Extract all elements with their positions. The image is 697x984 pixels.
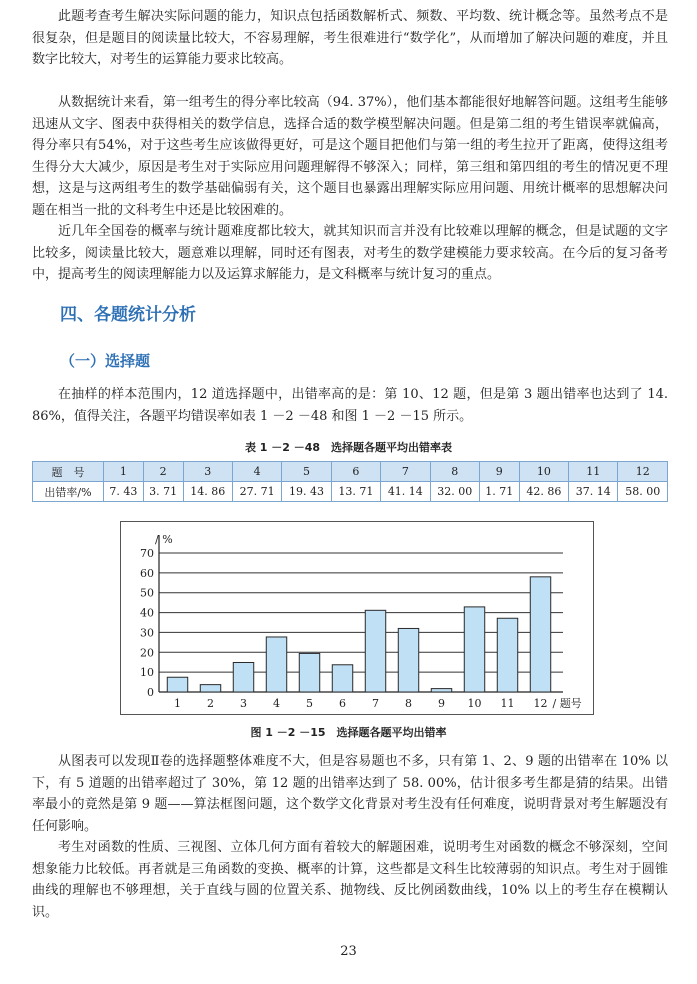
x-tick-label: 6 — [339, 697, 346, 710]
x-tick-label: 11 — [500, 697, 515, 710]
chart-caption: 图 1 －2 －15 选择题各题平均出错率 — [250, 726, 447, 739]
bar-q9 — [431, 689, 451, 692]
table-error-rate: 41. 14 — [381, 482, 430, 502]
table-error-rate: 14. 86 — [183, 482, 232, 502]
section-title: 四、各题统计分析 — [60, 305, 196, 325]
page-number: 23 — [340, 944, 357, 959]
table-question-number: 7 — [381, 462, 430, 482]
table-question-number: 10 — [519, 462, 568, 482]
x-axis-label: / 题号 — [552, 697, 582, 710]
bar-q8 — [398, 628, 418, 692]
x-tick-label: 2 — [207, 697, 214, 710]
table-error-rate: 37. 14 — [569, 482, 618, 502]
y-tick-label: 10 — [140, 666, 154, 680]
table-question-number: 8 — [430, 462, 479, 482]
x-tick-label: 5 — [306, 697, 313, 710]
x-tick-label: 12 — [533, 697, 548, 710]
table-error-rate: 27. 71 — [232, 482, 281, 502]
y-tick-label: 50 — [140, 586, 154, 600]
table-header-label: 题 号 — [33, 462, 104, 482]
table-data-row — [33, 482, 668, 502]
bar-q3 — [233, 662, 253, 692]
table-question-number: 6 — [331, 462, 380, 482]
table-error-rate: 58. 00 — [618, 482, 668, 502]
bar-q2 — [200, 685, 220, 692]
table-question-number: 3 — [183, 462, 232, 482]
bar-q7 — [365, 610, 385, 692]
bar-q10 — [464, 607, 484, 692]
bar-q4 — [266, 637, 286, 692]
y-tick-label: 20 — [140, 646, 154, 660]
y-tick-label: 70 — [140, 547, 154, 560]
bar-q6 — [332, 665, 352, 692]
paragraph-weak-points: 考生对函数的性质、三视图、立体几何方面有着较大的解题困难，说明考生对函数的概念不够深刻，空间想象能力比较低。再者就是三角函数的变换、概率的计算，这些都是文科生比较薄弱的知识点。考生对于圆锥曲线的理解也不够理想，关于直线与圆的位置关系、抛物线、反比例函数曲线，10% 以上的考生存在模糊认识。 — [32, 840, 668, 920]
x-tick-label: 8 — [405, 697, 412, 710]
paragraph-chart-findings: 从图表可以发现Ⅱ卷的选择题整体难度不大，但是容易题也不多，只有第 1、2、9 题的出错率在 10% 以下，有 5 道题的出错率超过了 30%，第 12 题的出错率达到了 58. 00%，估计很多考生都是猜的结果。出错率最小的竟然是第 9 题——算法框图问题，这个数学文化背景对考生没有任何难度，说明背景对考生解题没有任何影响。 — [32, 754, 668, 834]
paragraph-data-statistics: 从数据统计来看，第一组考生的得分率比较高（94. 37%），他们基本都能很好地解答问题。这组考生能够迅速从文字、图表中获得相关的数学信息，选择合适的数学模型解决问题。但是第二组的考生错误率就偏高，得分率只有54%，对于这些考生应该做得更好，可是这个题目把他们与第一组的考生拉开了距离，使得这组考生得分大大减少，原因是考生对于实际应用问题理解得不够深入；同样，第三组和第四组的考生的情况更不理想，这是与这两组考生的数学基础偏弱有关，这个题目也暴露出理解实际应用问题、用统计概率的思想解决问题在相当一批的文科考生中还是比较困难的。 — [32, 95, 668, 218]
table-question-number: 11 — [569, 462, 618, 482]
table-question-number: 9 — [479, 462, 519, 482]
bar-q1 — [167, 677, 187, 692]
y-tick-label: 40 — [140, 606, 154, 620]
table-question-number: 5 — [282, 462, 331, 482]
bar-q12 — [530, 577, 550, 692]
table-error-rate: 1. 71 — [479, 482, 519, 502]
table-error-rate: 19. 43 — [282, 482, 331, 502]
table-error-rate: 42. 86 — [519, 482, 568, 502]
x-tick-label: 1 — [174, 697, 181, 710]
y-tick-label: 60 — [140, 566, 154, 580]
table-question-number: 1 — [104, 462, 144, 482]
chart-frame — [120, 521, 594, 715]
bar-q5 — [299, 653, 319, 692]
table-header-row — [33, 462, 668, 482]
table-error-rate: 3. 71 — [143, 482, 183, 502]
bar-q11 — [497, 618, 517, 692]
paragraph-intro: 在抽样的样本范围内，12 道选择题中，出错率高的是：第 10、12 题，但是第 3 题出错率也达到了 14. 86%，值得关注，各题平均错误率如表 1 －2 －48 和图 1 －2 －15 所示。 — [32, 387, 668, 424]
x-tick-label: 10 — [467, 697, 482, 710]
table-error-rate: 7. 43 — [104, 482, 144, 502]
paragraph-recent-years: 近几年全国卷的概率与统计题难度都比较大，就其知识而言并没有比较难以理解的概念，但是试题的文字比较多，阅读量比较大，题意难以理解，同时还有图表，对考生的数学建模能力要求较高。在今后的复习备考中，提高考生的阅读理解能力以及运算求解能力，是文科概率与统计复习的重点。 — [32, 224, 668, 283]
paragraph-problem-analysis: 此题考查考生解决实际问题的能力，知识点包括函数解析式、频数、平均数、统计概念等。虽然考点不是很复杂，但是题目的阅读量比较大，不容易理解，考生很难进行“数学化”，从而增加了解决问题的难度，并且数字比较大，对考生的运算能力要求比较高。 — [32, 9, 668, 68]
subsection-title: （一）选择题 — [60, 352, 151, 370]
table-error-rate: 32. 00 — [430, 482, 479, 502]
y-tick-label: 30 — [140, 626, 154, 640]
table-question-number: 4 — [232, 462, 281, 482]
x-tick-label: 7 — [372, 697, 379, 710]
table-row-label: 出错率/% — [33, 482, 104, 502]
x-tick-label: 9 — [438, 697, 445, 710]
table-question-number: 12 — [618, 462, 668, 482]
x-tick-label: 3 — [240, 697, 247, 710]
table-error-rate: 13. 71 — [331, 482, 380, 502]
y-tick-label: 0 — [147, 686, 154, 699]
error-rate-bar-chart — [121, 522, 593, 714]
table-question-number: 2 — [143, 462, 183, 482]
error-rate-table — [32, 461, 668, 502]
table-caption: 表 1 －2 －48 选择题各题平均出错率表 — [244, 441, 453, 454]
y-axis-label: / % — [155, 533, 173, 546]
x-tick-label: 4 — [273, 697, 280, 710]
